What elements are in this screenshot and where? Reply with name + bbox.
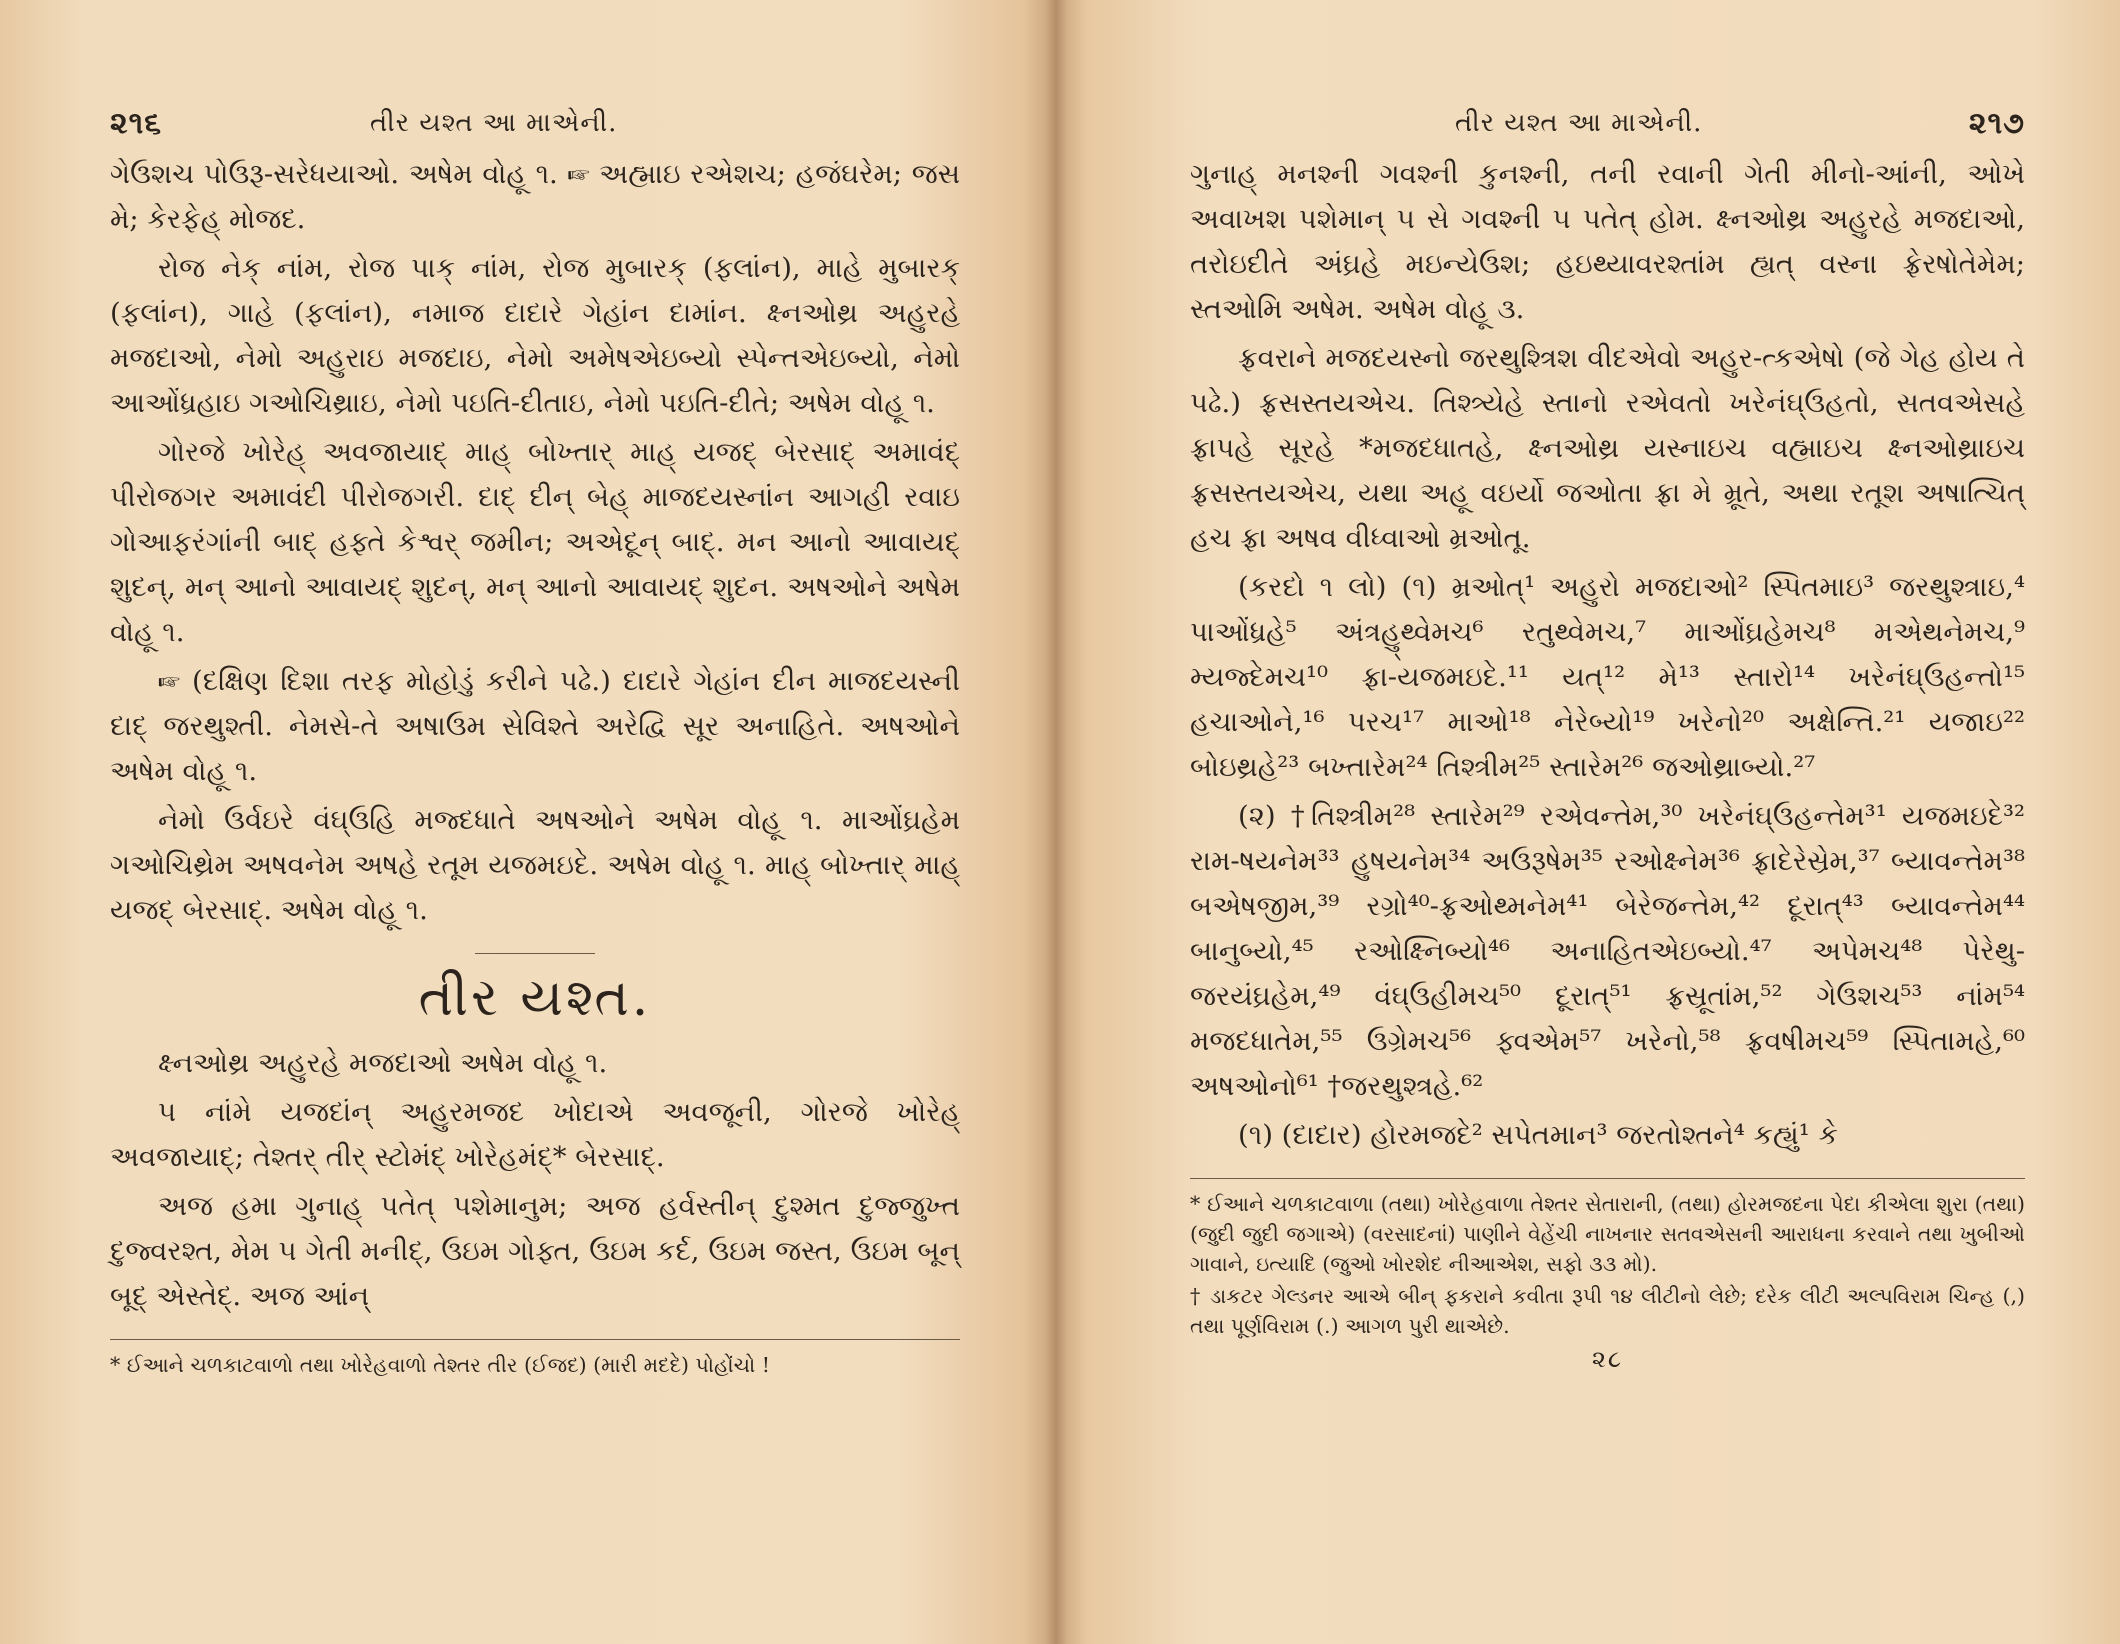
left-page-header — [110, 98, 960, 152]
section-title: તીર યશ્ત. — [418, 968, 652, 1028]
left-page — [0, 0, 1055, 1644]
footnote: * ઈઆને ચળકાટવાળા (તથા) ખોરેહવાળા તેશ્તર સેતારાની, (તથા) હોરમજદના પેદા કીએલા શુરા (તથા) (જુદી જુદી જગાએ) (વરસાદનાં) પાણીને વેહેંચી નાખનાર સતવએસની આરાધના કરવાને તથા ખુબીઓ ગાવાને, ઇત્યાદિ (જુઓ ખોરશેદ નીઆએશ, સફો ૩૩ મો). — [1190, 1192, 2025, 1276]
page-number: ૨૧૬ — [110, 106, 163, 141]
paragraph: નેમો ઉર્વઇરે વંઘ્ઉહિ મજ્દધાતે અષઓને અષેમ વોહૂ ૧. માઓંઘ્રહેમ ગઓચિથ્રેમ અષવનેમ અષહે રતૂમ યજમઇદે. અષેમ વોહૂ ૧. માહ્ બોખ્તાર્ માહ્ યજદ્ બેરસાદ્. અષેમ વોહૂ ૧. — [110, 804, 960, 926]
section-divider — [475, 953, 595, 954]
right-page-header — [1190, 98, 2025, 152]
running-title: તીર યશ્ત આ માએની. — [370, 108, 618, 138]
footnote: † ડાકટર ગેલ્ડનર આએ બીન્ ફકરાને કવીતા રૂપી ૧૪ લીટીનો લેછે; દરેક લીટી અલ્પવિરામ ચિન્હ (,) તથા પૂર્ણવિરામ (.) આગળ પુરી થાએછે. — [1190, 1284, 2025, 1338]
paragraph: ☞ (દક્ષિણ દિશા તરફ મોહોડું કરીને પઢે.) દાદારે ગેહાંન દીન માજદયસ્ની દાદ્ જરથુશ્તી. નેમસે-તે અષાઉમ સેવિશ્તે અરેદ્વિ સૂર અનાહિતે. અષઓને અષેમ વોહૂ ૧. — [110, 665, 960, 787]
paragraph: ફ્રવરાને મજદયસ્નો જરથુશ્ત્રિશ વીદએવો અહુર-ત્કએષો (જે ગેહ હોય તે પઢે.) ફ્રસસ્તયએચ. તિશ્ત્ર્યેહે સ્તાનો રએવતો ખરેનંઘ્ઉહતો, સતવએસહે ફ્રાપહે સૂરહે *મજદધાતહે, ક્ષ્નઓથ્ર યસ્નાઇચ વહ્માઇચ ક્ષ્નઓથ્રાઇચ ફ્રસસ્તયએચ, યથા અહૂ વઇર્યો જઓતા ફ્રા મે મ્રૂતે, અથા રતૂશ અષાત્ચિત્ હચ ફ્રા અષવ વીધ્વાઓ મ્રઓતૂ. — [1190, 342, 2025, 554]
paragraph: (૨) †તિશ્ત્રીમ²⁸ સ્તારેમ²⁹ રએવન્તેમ,³⁰ ખરેનંઘ્ઉહન્તેમ³¹ યજમઇદે³² રામ-ષયનેમ³³ હુષયનેમ³⁴ અઉરૂષેમ³⁵ રઓક્ષ્નેમ³⁶ ફ્રાદેરેસ્રેમ,³⁷ બ્યાવન્તેમ³⁸ બએષજીમ,³⁹ રગ્રો⁴⁰-ફ્રઓથ્મનેમ⁴¹ બેરેજન્તેમ,⁴² દૂરાત્⁴³ બ્યાવન્તેમ⁴⁴ બાનુબ્યો,⁴⁵ રઓક્ષ્નિબ્યો⁴⁶ અનાહિતએઇબ્યો.⁴⁷ અપેમચ⁴⁸ પેરેથુ-જરયંઘ્રહેમ,⁴⁹ વંઘ્ઉહીમચ⁵⁰ દૂરાત્⁵¹ ફ્રસ્રૂતાંમ,⁵² ગેઉશચ⁵³ નાંમ⁵⁴ મજદધાતેમ,⁵⁵ ઉગ્રેમચ⁵⁶ ફ્વએમ⁵⁷ ખરેનો,⁵⁸ ફ્રવષીમચ⁵⁹ સ્પિતામહે,⁶⁰ અષઓનો⁶¹ †જરથુશ્ત્રહે.⁶² — [1190, 800, 2025, 1102]
paragraph: રોજ નેક્ નાંમ, રોજ પાક્ નાંમ, રોજ મુબારક્ (ફલાંન), માહે મુબારક્ (ફલાંન), ગાહે (ફલાંન), નમાજ દાદારે ગેહાંન દામાંન. ક્ષ્નઓથ્ર અહુરહે મજદાઓ, નેમો અહુરાઇ મજદાઇ, નેમો અમેષએઇબ્યો સ્પેન્તએઇબ્યો, નેમો આઓંધ્રહાઇ ગઓચિથ્રાઇ, નેમો પઇતિ-દીતાઇ, નેમો પઇતિ-દીતે; અષેમ વોહૂ ૧. — [110, 252, 960, 419]
running-title: તીર યશ્ત આ માએની. — [1455, 108, 1703, 138]
book-gutter — [1045, 0, 1067, 1644]
page-number: ૨૧૭ — [1968, 106, 2025, 141]
paragraph: ૫ નાંમે યજદાંન્ અહુરમજદ ખોદાએ અવજૂની, ગોરજે ખોરેહ્ અવજાયાદ્; તેશ્તર્ તીર્ સ્ટોમંદ્ ખોરેહમંદ્* બેરસાદ્. — [110, 1096, 960, 1173]
footnote-rule — [110, 1339, 960, 1340]
paragraph: ગોરજે ખોરેહ્ અવજાયાદ્ માહ્ બોખ્તાર્ માહ્ યજદ્ બેરસાદ્ અમાવંદ્ પીરોજગર અમાવંદી પીરોજગરી. દાદ્ દીન્ બેહ્ માજદયસ્નાંન આગહી રવાઇ ગોઆફરંગાંની બાદ્ હફ્તે કેશ્વર્ જમીન; અએદૂન્ બાદ્. મન આનો આવાયદ્ શુદન્, મન્ આનો આવાયદ્ શુદન્, મન્ આનો આવાયદ્ શુદન. અષઓને અષેમ વોહૂ ૧. — [110, 436, 960, 648]
signature-mark: ૨૮ — [1591, 1345, 1624, 1373]
paragraph: (કરદો ૧ લો) (૧) મ્રઓત્¹ અહુરો મજદાઓ² સ્પિતમાઇ³ જરથુશ્ત્રાઇ,⁴ પાઓંધ્રહે⁵ અંત્રહુ્થ્વેમચ⁶ રતુથ્વેમચ,⁷ માઓંઘ્રહેમચ⁸ મએથનેમચ,⁹ મ્યજ્દેમચ¹⁰ ફ્રા-યજમઇદે.¹¹ યત્¹² મે¹³ સ્તારો¹⁴ ખરેનંઘ્ઉહન્તો¹⁵ હચાઓને,¹⁶ પરચ¹⁷ માઓ¹⁸ નેરેબ્યો¹⁹ ખરેનો²⁰ અક્ષેન્તિ.²¹ યજાઇ²² બોઇથ્રહે²³ બખ્તારેમ²⁴ તિશ્ત્રીમ²⁵ સ્તારેમ²⁶ જઓથ્રાબ્યો.²⁷ — [1190, 571, 2025, 783]
right-page — [1055, 0, 2120, 1644]
paragraph: ગુનાહ્ મનશ્ની ગવશ્ની કુનશ્ની, તની રવાની ગેતી મીનો-આંની, ઓખે અવાખશ પશેમાન્ ૫ સે ગવશ્ની ૫ પતેત્ હોમ. ક્ષ્નઓથ્ર અહુરહે મજદાઓ, તરોઇદીતે અંઘ્રહે મઇન્યેઉશ; હઇથ્યાવરશ્તાંમ હ્યત્ વસ્ના ફ્રેરષોતેમેમ; સ્તઓમિ અષેમ. અષેમ વોહૂ ૩. — [1190, 158, 2025, 325]
paragraph: (૧) (દાદાર) હોરમજદે² સપેતમાન³ જરતોશ્તને⁴ કહ્યું¹ કે — [1238, 1119, 1838, 1151]
paragraph: ગેઉશચ પોઉરૂ-સરેધયાઓ. અષેમ વોહૂ ૧. ☞ અહ્માઇ રએશચ; હજંઘરેમ; જસ મે; કેરફેહ્ મોજદ. — [110, 158, 960, 235]
footnote-rule — [1190, 1178, 2025, 1179]
paragraph: ક્ષ્નઓથ્ર અહુરહે મજદાઓ અષેમ વોહૂ ૧. — [158, 1047, 608, 1079]
footnote: * ઈઆને ચળકાટવાળો તથા ખોરેહવાળો તેશ્તર તીર (ઈજદ) (મારી મદદે) પોહોંચો ! — [110, 1353, 770, 1377]
paragraph: અજ હમા ગુનાહ્ પતેત્ પશેમાનુમ; અજ હર્વસ્તીન્ દુશ્મત દુજ્જુખ્ત દુજ્વરશ્ત, મેમ ૫ ગેતી મનીદ્, ઉઇમ ગોફ્ત, ઉઇમ કર્દ, ઉઇમ જસ્ત, ઉઇમ બૂન્ બૂદ્ એસ્તેદ્. અજ આંન્ — [110, 1190, 960, 1312]
